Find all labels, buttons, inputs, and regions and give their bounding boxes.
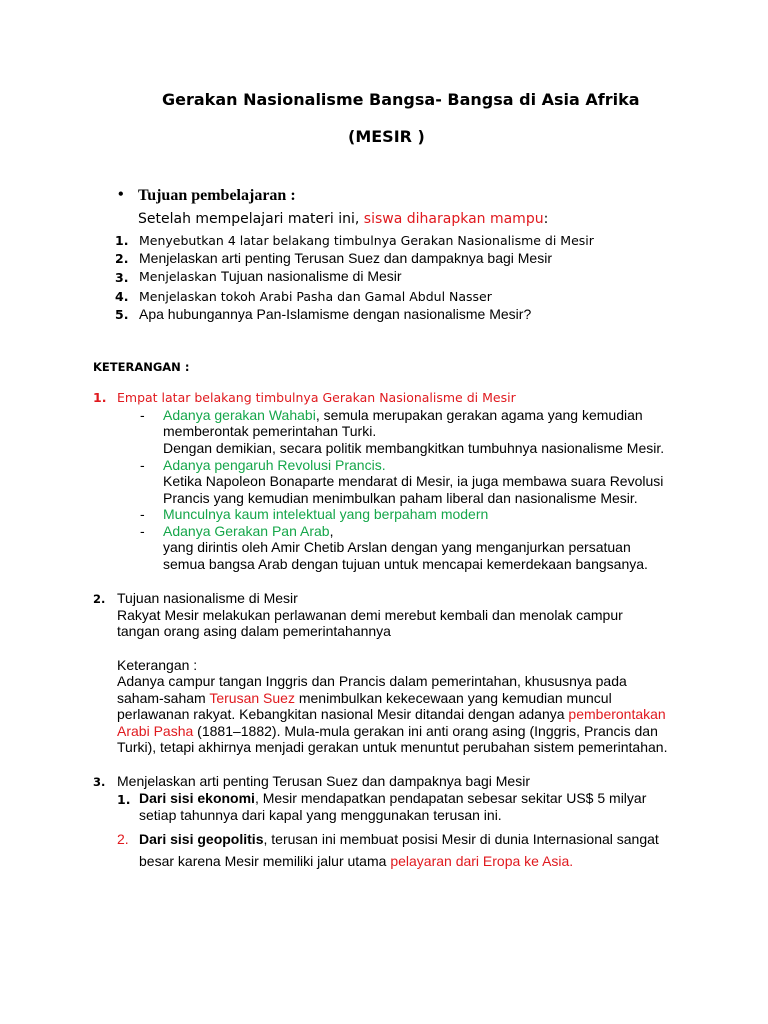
section-heading: Tujuan nasionalisme di Mesir	[117, 590, 298, 606]
tujuan-intro: Setelah mempelajari materi ini, siswa diharapkan mampu:	[138, 211, 549, 227]
latar-point-line: Dengan demikian, secara politik membangkitkan tumbuhnya nasionalisme Mesir.	[163, 440, 665, 456]
keterangan-label: Keterangan :	[117, 657, 198, 673]
keterangan-line: Adanya campur tangan Inggris dan Prancis dalam pemerintahan, khususnya pada	[117, 673, 627, 689]
tujuan-item-number: 2.	[115, 251, 129, 266]
sub-item: Dari sisi ekonomi, Mesir mendapatkan pendapatan sebesar sekitar US$ 5 milyar	[139, 790, 647, 806]
latar-point-line: semua bangsa Arab dengan tujuan untuk mencapai kemerdekaan bangsanya.	[163, 556, 648, 572]
keterangan-line: perlawanan rakyat. Kebangkitan nasional Mesir ditandai dengan adanya pemberontakan	[117, 706, 666, 722]
sub-item-line: setiap tahunnya dari kapal yang menggunakan terusan ini.	[139, 807, 502, 823]
latar-point-line: Ketika Napoleon Bonaparte mendarat di Mesir, ia juga membawa suara Revolusi	[163, 473, 664, 489]
tujuan-heading: Tujuan pembelajaran :	[138, 187, 296, 204]
section-paragraph-line: tangan orang asing dalam pemerintahannya	[117, 623, 391, 639]
dash-icon: -	[140, 457, 145, 473]
latar-point-line: memberontak pemerintahan Turki.	[163, 423, 377, 439]
section-heading: Menjelaskan arti penting Terusan Suez dan dampaknya bagi Mesir	[117, 773, 530, 789]
tujuan-item: Menjelaskan Tujuan nasionalisme di Mesir	[139, 268, 402, 284]
tujuan-item-number: 3.	[115, 270, 129, 285]
latar-point: Adanya Gerakan Pan Arab,	[163, 523, 334, 539]
tujuan-item: Menjelaskan arti penting Terusan Suez dan dampaknya bagi Mesir	[139, 250, 552, 266]
sub-item-number: 2.	[117, 831, 129, 847]
section-number: 3.	[93, 775, 106, 789]
section-paragraph-line: Rakyat Mesir melakukan perlawanan demi merebut kembali dan menolak campur	[117, 607, 623, 623]
latar-point-line: yang dirintis oleh Amir Chetib Arslan dengan yang menganjurkan persatuan	[163, 539, 631, 555]
tujuan-item: Apa hubungannya Pan-Islamisme dengan nasionalisme Mesir?	[139, 306, 532, 322]
document-subtitle: (MESIR )	[348, 127, 425, 146]
sub-item-line: besar karena Mesir memiliki jalur utama pelayaran dari Eropa ke Asia.	[139, 853, 574, 869]
dash-icon: -	[140, 407, 145, 423]
dash-icon: -	[140, 523, 145, 539]
latar-point: Adanya gerakan Wahabi, semula merupakan gerakan agama yang kemudian	[163, 407, 643, 423]
section-number: 2.	[93, 592, 106, 606]
sub-item: Dari sisi geopolitis, terusan ini membuat posisi Mesir di dunia Internasional sangat	[139, 831, 659, 847]
latar-point: Adanya pengaruh Revolusi Prancis.	[163, 457, 386, 473]
section-heading: Empat latar belakang timbulnya Gerakan Nasionalisme di Mesir	[117, 390, 516, 405]
keterangan-heading: KETERANGAN :	[93, 360, 190, 374]
keterangan-line: Arabi Pasha (1881–1882). Mula-mula gerakan ini anti orang asing (Inggris, Prancis dan	[117, 723, 658, 739]
tujuan-item-number: 4.	[115, 289, 129, 304]
keterangan-line: Turki), tetapi akhirnya menjadi gerakan untuk menuntut perubahan sistem pemerintahan.	[117, 739, 668, 755]
tujuan-item: Menyebutkan 4 latar belakang timbulnya Gerakan Nasionalisme di Mesir	[139, 233, 594, 248]
tujuan-item-number: 5.	[115, 307, 129, 322]
document-title: Gerakan Nasionalisme Bangsa- Bangsa di Asia Afrika	[162, 90, 640, 109]
sub-item-number: 1.	[117, 792, 131, 807]
bullet-icon: •	[118, 186, 124, 203]
keterangan-line: saham-saham Terusan Suez menimbulkan kekecewaan yang kemudian muncul	[117, 690, 612, 706]
latar-point-line: Prancis yang kemudian menimbulkan paham liberal dan nasionalisme Mesir.	[163, 490, 638, 506]
latar-point: Munculnya kaum intelektual yang berpaham modern	[163, 506, 489, 522]
dash-icon: -	[140, 506, 145, 522]
tujuan-item-number: 1.	[115, 233, 129, 248]
tujuan-item: Menjelaskan tokoh Arabi Pasha dan Gamal Abdul Nasser	[139, 289, 492, 304]
section-number: 1.	[93, 390, 107, 405]
